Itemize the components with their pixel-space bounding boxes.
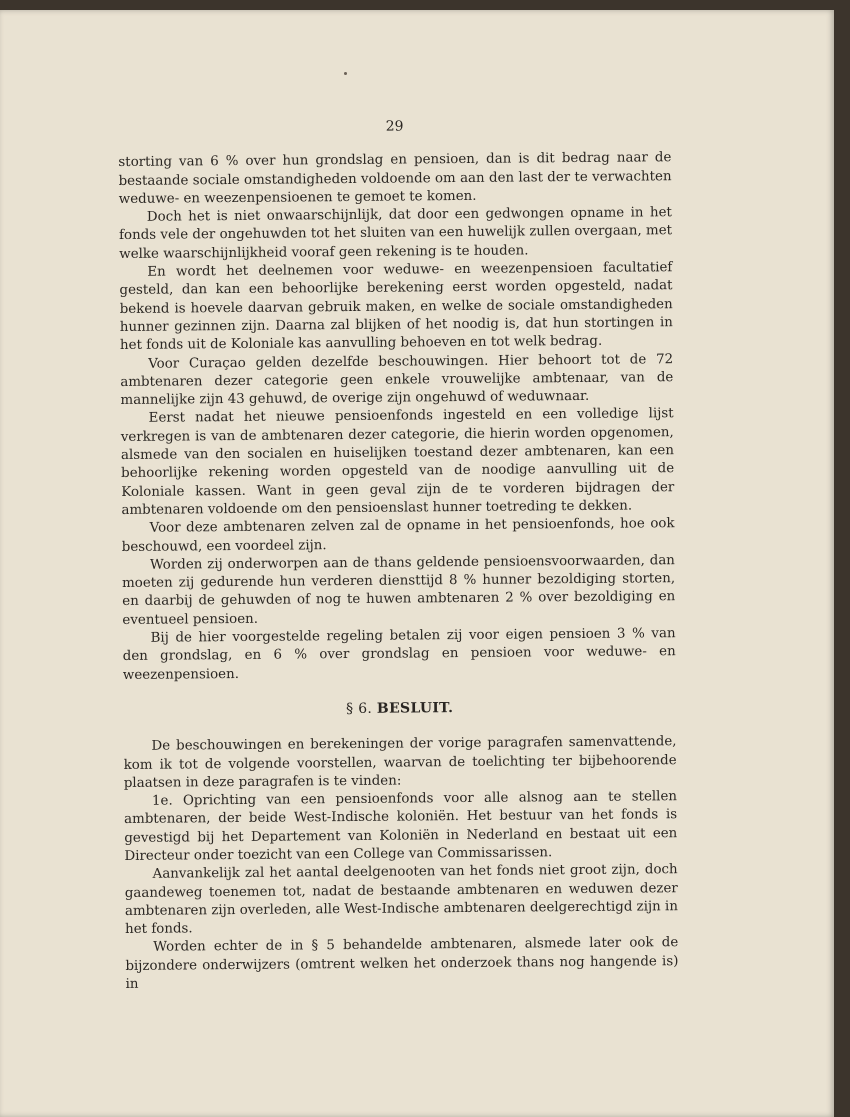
body-text-before: [118, 149, 676, 684]
paragraph: En wordt het deelnemen voor weduwe- en weezenpensioen facultatief gesteld, dan kan een behoorlijke berekening eerst worden opgesteld, nadat bekend is hoevele daarvan gebruik maken, en welke de sociale omstandigheden hunner gezinnen zijn. Daarna zal blijken of het noodig is, dat hun stortingen in het fonds uit de Koloniale kas aanvulling behoeven en tot welk bedrag.: [119, 260, 673, 354]
paragraph: Eerst nadat het nieuwe pensioenfonds ingesteld en een volledige lijst verkregen is van de ambtenaren dezer categorie, die hierin worden opgenomen, alsmede van den socialen en huiselijken toestand dezer ambtenaren, kan een behoorlijke rekening worden opgesteld van de noodige aanvulling uit de Koloniale kassen. Want in geen geval zijn de te vorderen bijdragen der ambtenaren voldoende om den pensioenslast hunner toetreding te dekken.: [120, 406, 675, 518]
paragraph: Voor Curaçao gelden dezelfde beschouwingen. Hier behoort tot de 72 ambtenaren dezer categorie geen enkele vrouwelijke ambtenaar, van de mannelijke zijn 43 gehuwd, de overige zijn ongehuwd of weduwnaar.: [120, 351, 674, 409]
section-number: § 6.: [346, 700, 373, 717]
paragraph: Worden zij onderworpen aan de thans geldende pensioensvoorwaarden, dan moeten zij gedurende hun verderen diensttijd 8 % hunner bezoldiging storten, en daarbij de gehuwden of nog te huwen ambtenaren 2 % over bezoldiging en eventueel pensioen.: [122, 552, 676, 628]
paragraph: storting van 6 % over hun grondslag en pensioen, dan is dit bedrag naar de bestaande sociale omstandigheden voldoende om aan den last der te verwachten weduwe- en weezenpensioenen te gemoet te komen.: [118, 150, 672, 207]
section-heading: [123, 697, 676, 720]
paragraph: De beschouwingen en berekeningen der vorige paragrafen samenvattende, kom ik tot de volgende voorstellen, waarvan de toelichting ter bijbehoorende plaatsen in deze paragrafen is te vinden:: [123, 734, 677, 791]
section-title: BESLUIT.: [376, 700, 454, 717]
page-number: 29: [385, 118, 404, 135]
document-page: [0, 10, 834, 1117]
paragraph: 1e. Oprichting van een pensioenfonds voor alle alsnog aan te stellen ambtenaren, der beide West-Indische koloniën. Het bestuur van het fonds is gevestigd bij het Departement van Koloniën in Nederland en bestaat uit een Directeur onder toezicht van een College van Commissarissen.: [124, 789, 678, 864]
paragraph: Doch het is niet onwaarschijnlijk, dat door een gedwongen opname in het fonds vele der ongehuwden tot het sluiten van een huwelijk zullen overgaan, met welke waarschijnlijkheid vooraf geen rekening is te houden.: [118, 205, 673, 262]
paragraph: Aanvankelijk zal het aantal deelgenooten van het fonds niet groot zijn, doch gaandeweg toenemen tot, nadat de bestaande ambtenaren en weduwen dezer ambtenaren zijn overleden, alle West-Indische ambtenaren deelgerechtigd zijn in het fonds.: [124, 862, 678, 938]
paragraph: Bij de hier voorgestelde regeling betalen zij voor eigen pensioen 3 % van den grondslag, en 6 % over grondslag en pensioen voor weduwe- en weezenpensioen.: [122, 626, 676, 683]
paragraph: Worden echter de in § 5 behandelde ambtenaren, alsmede later ook de bijzondere onderwijzers (omtrent welken het onderzoek thans nog hangende is) in: [125, 935, 679, 993]
ink-speck: [344, 72, 347, 75]
body-text-after: [123, 733, 678, 994]
page-content: [118, 111, 679, 994]
paragraph: Voor deze ambtenaren zelven zal de opname in het pensioenfonds, hoe ook beschouwd, een voordeel zijn.: [121, 516, 675, 555]
